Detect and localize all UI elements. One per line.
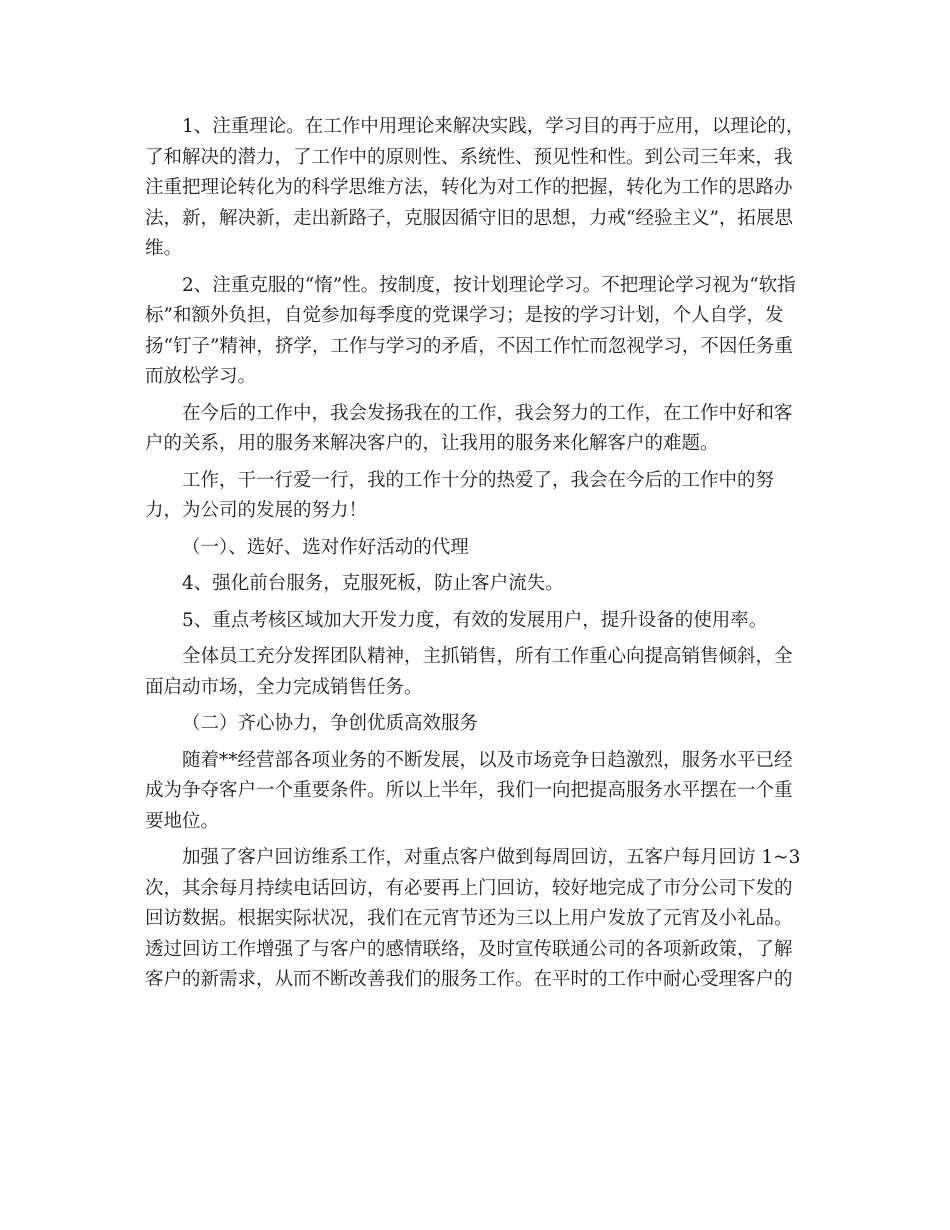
paragraph [145,746,807,838]
text-line: 标”和额外负担，自觉参加每季度的党课学习；是按的学习计划，个人自学，发 [145,305,784,326]
text-line: 全体员工充分发挥团队精神，主抓销售，所有工作重心向提高销售倾斜，全 [182,646,793,667]
paragraph [145,466,807,527]
text-line: 1、注重理论。在工作中用理论来解决实践，学习目的再于应用，以理论的， [182,116,805,137]
text-line: 扬“钉子”精神，挤学，工作与学习的矛盾，不因工作忙而忽视学习，不因任务重 [145,335,793,357]
text-line: （一）、选好、选对作好活动的代理 [182,536,469,558]
section-heading [145,709,807,740]
text-line: 力，为公司的发展的努力！ [145,500,368,521]
paragraph [145,112,807,265]
text-line: （二）齐心协力，争创优质高效服务 [182,713,479,734]
text-line: 加强了客户回访维系工作，对重点客户做到每周回访，五客户每月回访 1~3 [182,847,801,868]
text-line: 而放松学习。 [145,366,257,387]
text-line: 维。 [145,238,183,259]
text-line: 次，其余每月持续电话回访，有必要再上门回访，较好地完成了市分公司下发的 [145,877,793,899]
paragraph [145,399,807,460]
text-line: 随着**经营部各项业务的不断发展，以及市场竞争日趋激烈，服务水平已经 [182,749,793,771]
text-line: 成为争夺客户一个重要条件。所以上半年，我们一向把提高服务水平摆在一个重 [145,780,793,801]
text-line: 客户的新需求，从而不断改善我们的服务工作。在平时的工作中耐心受理客户的 [145,969,793,990]
text-line: 回访数据。根据实际状况，我们在元宵节还为三以上用户发放了元宵及小礼品。 [145,908,793,929]
text-line: 工作，干一行爱一行，我的工作十分的热爱了，我会在今后的工作中的努 [182,469,775,491]
paragraph [145,569,807,600]
text-line: 4、强化前台服务，克服死板，防止客户流失。 [182,573,564,594]
paragraph [145,843,807,996]
paragraph [145,271,807,393]
text-line: 法，新，解决新，走出新路子，克服因循守旧的思想，力戒“经验主义”，拓展思 [145,207,793,229]
text-line: 要地位。 [145,810,220,832]
text-line: 户的关系，用的服务来解决客户的，让我用的服务来化解客户的难题。 [145,433,719,454]
text-line: 注重把理论转化为的科学思维方法，转化为对工作的把握，转化为工作的思路办 [145,177,793,198]
section-heading [145,533,807,564]
paragraph [145,606,807,637]
text-line: 面启动市场，全力完成销售任务。 [145,676,423,698]
text-line: 2、注重克服的“惰”性。按制度，按计划理论学习。不把理论学习视为“软指 [182,274,796,296]
text-line: 透过回访工作增强了与客户的感情联络，及时宣传联通公司的各项新政策，了解 [145,938,793,960]
text-line: 在今后的工作中，我会发扬我在的工作，我会努力的工作，在工作中好和客 [182,402,793,424]
text-line: 了和解决的潜力，了工作中的原则性、系统性、预见性和性。到公司三年来，我 [145,146,793,168]
paragraph [145,642,807,703]
document-page [145,112,807,1002]
text-line: 5、重点考核区域加大开发力度，有效的发展用户，提升设备的使用率。 [182,609,768,631]
